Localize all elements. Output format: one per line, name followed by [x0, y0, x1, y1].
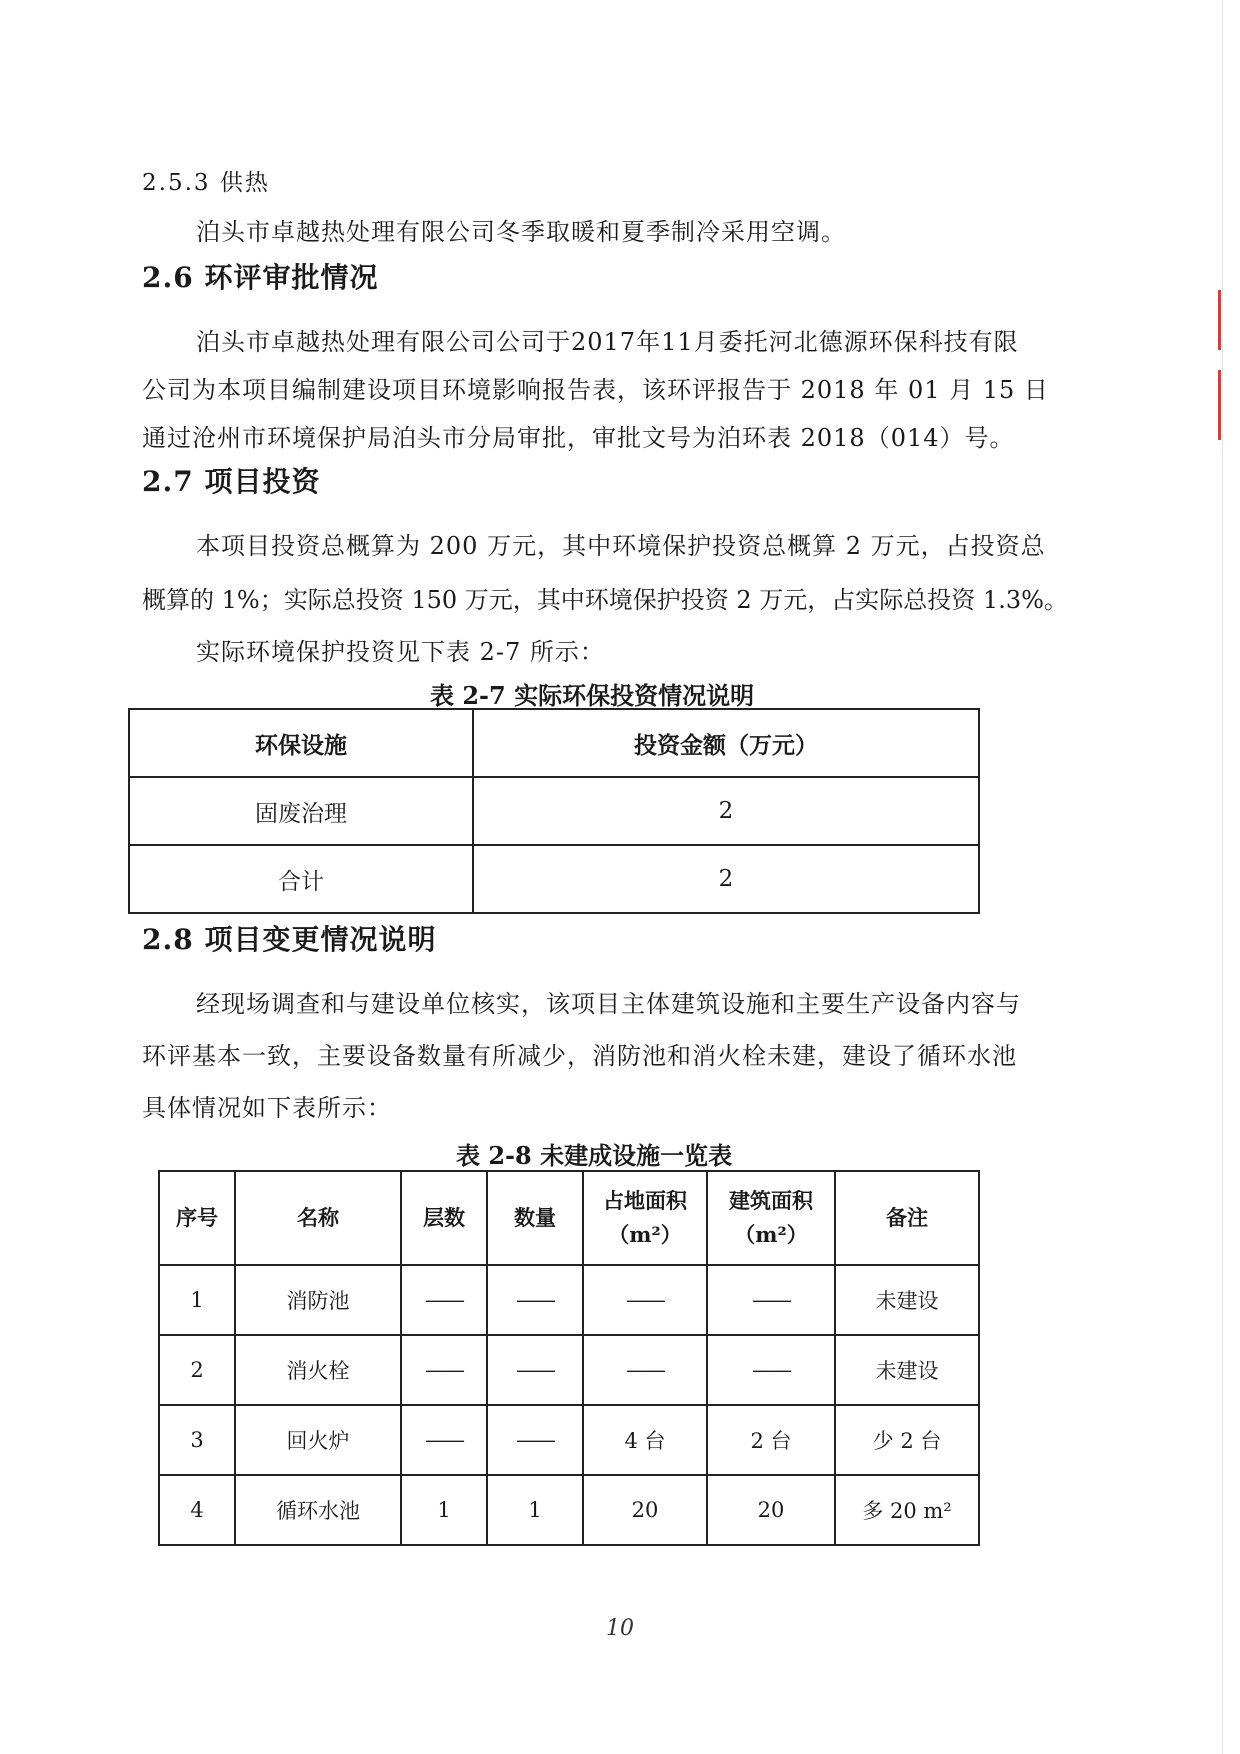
table-cell: 少 2 台 — [835, 1405, 979, 1475]
table-cell: 回火炉 — [235, 1405, 401, 1475]
section-heading-2-7: 2.7 项目投资 — [142, 465, 321, 498]
table-header-cell: 环保设施 — [129, 709, 473, 777]
table-header-cell: 数量 — [487, 1171, 583, 1265]
table-cell: 1 — [487, 1475, 583, 1545]
table-cell: 20 — [707, 1475, 835, 1545]
table-row — [159, 1405, 979, 1475]
section-heading-2-8: 2.8 项目变更情况说明 — [142, 923, 437, 956]
table-row — [129, 777, 979, 845]
table-row — [159, 1335, 979, 1405]
table-caption-2-8: 表 2-8 未建成设施一览表 — [456, 1141, 733, 1170]
paragraph-line: 具体情况如下表所示： — [142, 1094, 392, 1122]
table-cell: 2 — [159, 1335, 235, 1405]
table-cell: —— — [707, 1265, 835, 1335]
table-cell: —— — [707, 1335, 835, 1405]
investment-table — [128, 708, 980, 914]
table-header-cell: 序号 — [159, 1171, 235, 1265]
table-cell: —— — [401, 1405, 487, 1475]
table-row — [159, 1265, 979, 1335]
table-cell: —— — [401, 1265, 487, 1335]
subsection-heading-2-5-3: 2.5.3 供热 — [142, 170, 270, 196]
table-cell: 2 — [473, 777, 979, 845]
header-unit: （m²） — [608, 1222, 682, 1247]
table-cell: —— — [401, 1335, 487, 1405]
table-cell: 消火栓 — [235, 1335, 401, 1405]
table-cell: 消防池 — [235, 1265, 401, 1335]
header-label: 占地面积 — [603, 1188, 687, 1213]
table-header-cell: 备注 — [835, 1171, 979, 1265]
paragraph-line: 实际环境保护投资见下表 2-7 所示： — [196, 638, 605, 666]
table-cell: 固废治理 — [129, 777, 473, 845]
table-cell: 多 20 m² — [835, 1475, 979, 1545]
table-header-cell: 名称 — [235, 1171, 401, 1265]
page-number: 10 — [606, 1616, 634, 1641]
header-unit: （m²） — [734, 1222, 808, 1247]
paragraph-line: 泊头市卓越热处理有限公司公司于2017年11月委托河北德源环保科技有限 — [196, 328, 1019, 356]
red-margin-mark — [1218, 370, 1221, 440]
table-cell: —— — [487, 1405, 583, 1475]
paragraph-line: 通过沧州市环境保护局泊头市分局审批，审批文号为泊环表 2018（014）号。 — [142, 424, 1015, 452]
header-label: 建筑面积 — [729, 1188, 813, 1213]
paragraph-line: 环评基本一致，主要设备数量有所减少，消防池和消火栓未建，建设了循环水池 — [142, 1042, 1017, 1070]
unbuilt-facilities-table — [158, 1170, 980, 1546]
table-cell: —— — [583, 1335, 707, 1405]
table-cell: 4 台 — [583, 1405, 707, 1475]
table-header-cell — [707, 1171, 835, 1265]
paragraph-line: 本项目投资总概算为 200 万元，其中环境保护投资总概算 2 万元，占投资总 — [196, 532, 1046, 560]
table-cell: —— — [487, 1335, 583, 1405]
table-cell: —— — [487, 1265, 583, 1335]
table-row — [159, 1475, 979, 1545]
table-cell: 循环水池 — [235, 1475, 401, 1545]
table-cell: 未建设 — [835, 1335, 979, 1405]
paragraph-line: 经现场调查和与建设单位核实，该项目主体建筑设施和主要生产设备内容与 — [196, 990, 1021, 1018]
table-cell: 2 — [473, 845, 979, 913]
table-cell: —— — [583, 1265, 707, 1335]
table-header-row — [129, 709, 979, 777]
table-cell: 2 台 — [707, 1405, 835, 1475]
table-header-cell: 投资金额（万元） — [473, 709, 979, 777]
table-header-cell: 层数 — [401, 1171, 487, 1265]
table-cell: 20 — [583, 1475, 707, 1545]
table-row — [129, 845, 979, 913]
table-cell: 4 — [159, 1475, 235, 1545]
table-header-row — [159, 1171, 979, 1265]
paragraph-line: 公司为本项目编制建设项目环境影响报告表，该环评报告于 2018 年 01 月 15 日 — [142, 376, 1049, 404]
table-cell: 1 — [401, 1475, 487, 1545]
paragraph-heating: 泊头市卓越热处理有限公司冬季取暖和夏季制冷采用空调。 — [196, 218, 846, 246]
table-cell: 合计 — [129, 845, 473, 913]
table-caption-2-7: 表 2-7 实际环保投资情况说明 — [430, 681, 755, 710]
red-margin-mark — [1218, 290, 1221, 350]
table-cell: 3 — [159, 1405, 235, 1475]
section-heading-2-6: 2.6 环评审批情况 — [142, 261, 379, 294]
paragraph-line: 概算的 1%；实际总投资 150 万元，其中环境保护投资 2 万元，占实际总投资 1.3%。 — [142, 586, 1068, 614]
binder-edge-line — [1222, 0, 1223, 1754]
table-cell: 未建设 — [835, 1265, 979, 1335]
table-cell: 1 — [159, 1265, 235, 1335]
table-header-cell — [583, 1171, 707, 1265]
